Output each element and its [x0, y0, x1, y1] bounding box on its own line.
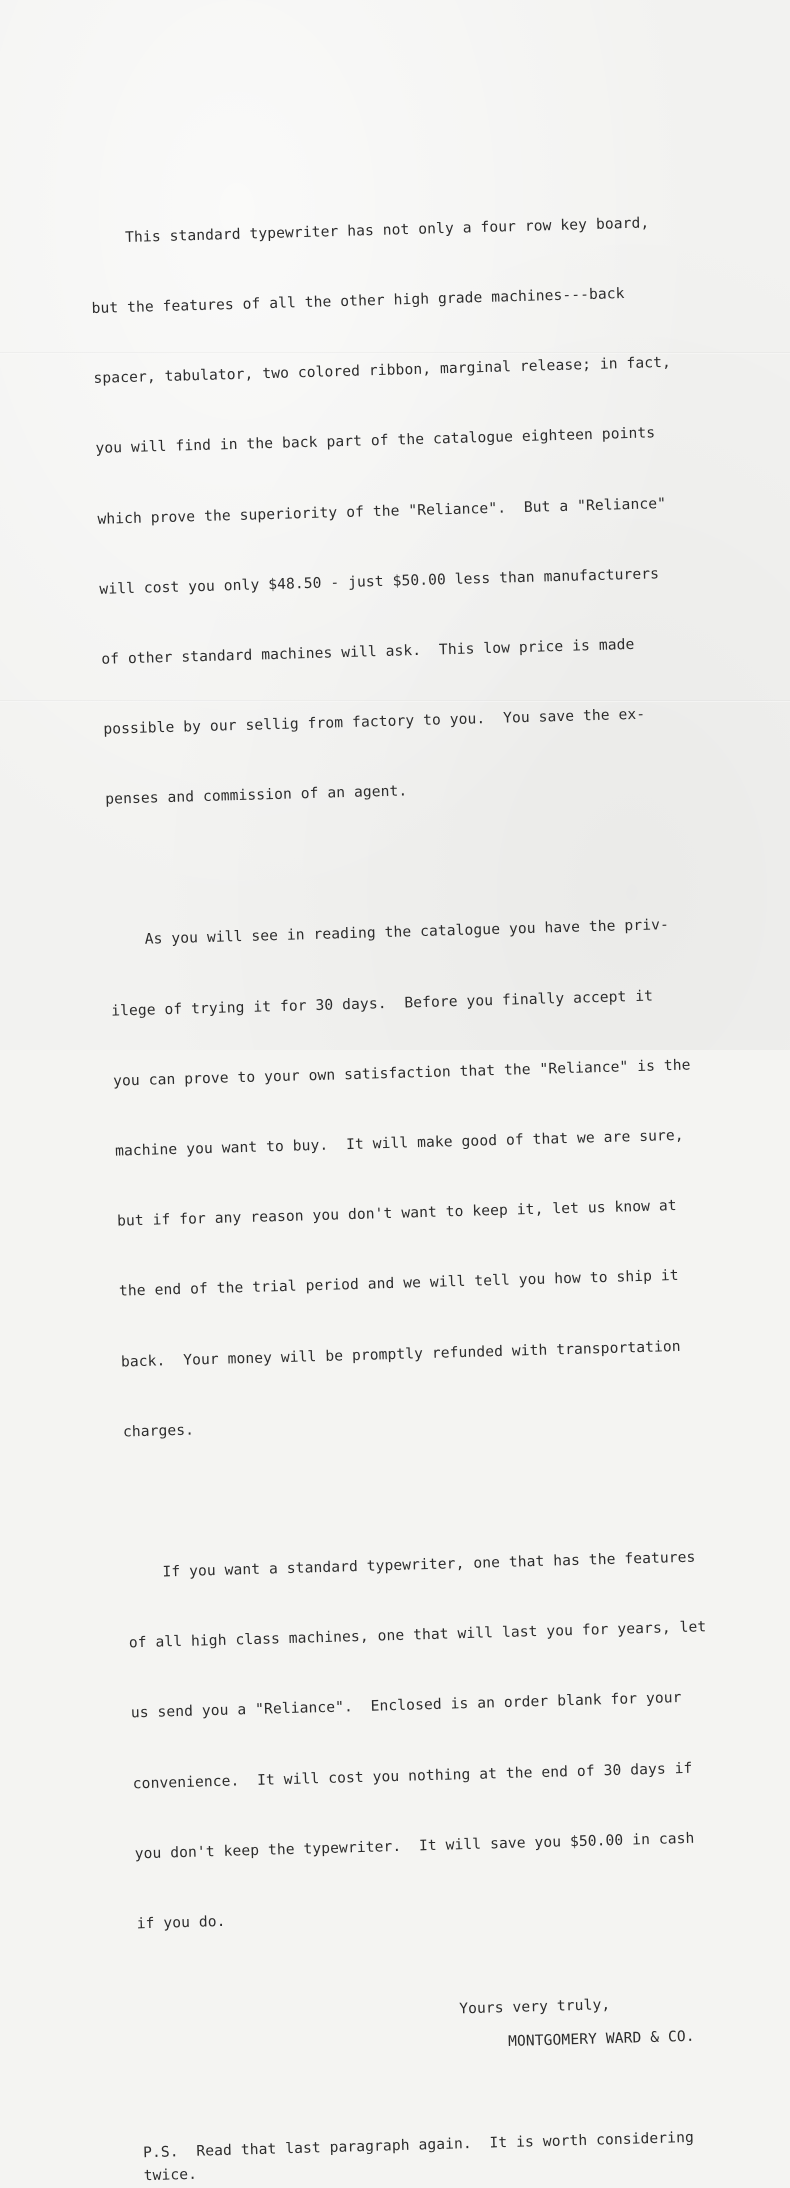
paragraph-line: As you will see in reading the catalogue you have the priv- [109, 916, 670, 950]
paragraph-line: If you want a standard typewriter, one that has the features [126, 1548, 696, 1582]
paragraph-line: back. Your money will be promptly refunded with transportation [120, 1337, 681, 1371]
paragraph-line: but if for any reason you don't want to keep it, let us know at [116, 1197, 677, 1230]
paragraph-line: us send you a "Reliance". Enclosed is an order blank for your [130, 1689, 682, 1722]
paragraph-line: which prove the superiority of the "Reliance". But a "Reliance" [97, 494, 667, 528]
paragraph-line: This standard typewriter has not only a four row key board, [89, 214, 650, 247]
postscript-line: twice. [143, 2166, 198, 2185]
paragraph-line: you can prove to your own satisfaction that the "Reliance" is the [112, 1056, 691, 1090]
closing-block [139, 1989, 770, 2063]
paragraph-line: machine you want to buy. It will make good of that we are sure, [114, 1126, 684, 1160]
paragraph-line: will cost you only $48.50 - just $50.00 less than manufacturers [99, 565, 660, 598]
paragraph-line: charges. [122, 1421, 195, 1441]
paragraph-line: but the features of all the other high grade machines---back [91, 285, 625, 317]
paragraph-line: spacer, tabulator, two colored ribbon, marginal release; in fact, [93, 354, 672, 388]
paragraph-line: if you do. [136, 1912, 226, 1933]
paragraph-1 [88, 162, 737, 858]
letter-body [88, 162, 774, 2187]
paragraph-line: of all high class machines, one that will last you for years, let [128, 1618, 707, 1652]
postscript [143, 2124, 774, 2188]
complimentary-close: Yours very truly, [458, 1996, 611, 2018]
paragraph-line: penses and commission of an agent. [105, 782, 408, 809]
paragraph-3 [125, 1497, 768, 1982]
paragraph-line: the end of the trial period and we will tell you how to ship it [118, 1267, 679, 1301]
paragraph-2 [108, 865, 755, 1491]
paragraph-line: possible by our sellig from factory to you. You save the ex- [103, 705, 646, 739]
paragraph-line: you don't keep the typewriter. It will save you $50.00 in cash [134, 1829, 695, 1863]
signature: MONTGOMERY WARD & CO. [507, 2027, 695, 2050]
paragraph-line: convenience. It will cost you nothing at the end of 30 days if [132, 1759, 693, 1792]
paragraph-line: you will find in the back part of the catalogue eighteen points [95, 424, 656, 458]
paragraph-line: of other standard machines will ask. This low price is made [101, 635, 635, 668]
postscript-line: P.S. Read that last paragraph again. It is worth considering [142, 2128, 695, 2162]
paragraph-line: ilege of trying it for 30 days. Before you finally accept it [110, 987, 654, 1020]
